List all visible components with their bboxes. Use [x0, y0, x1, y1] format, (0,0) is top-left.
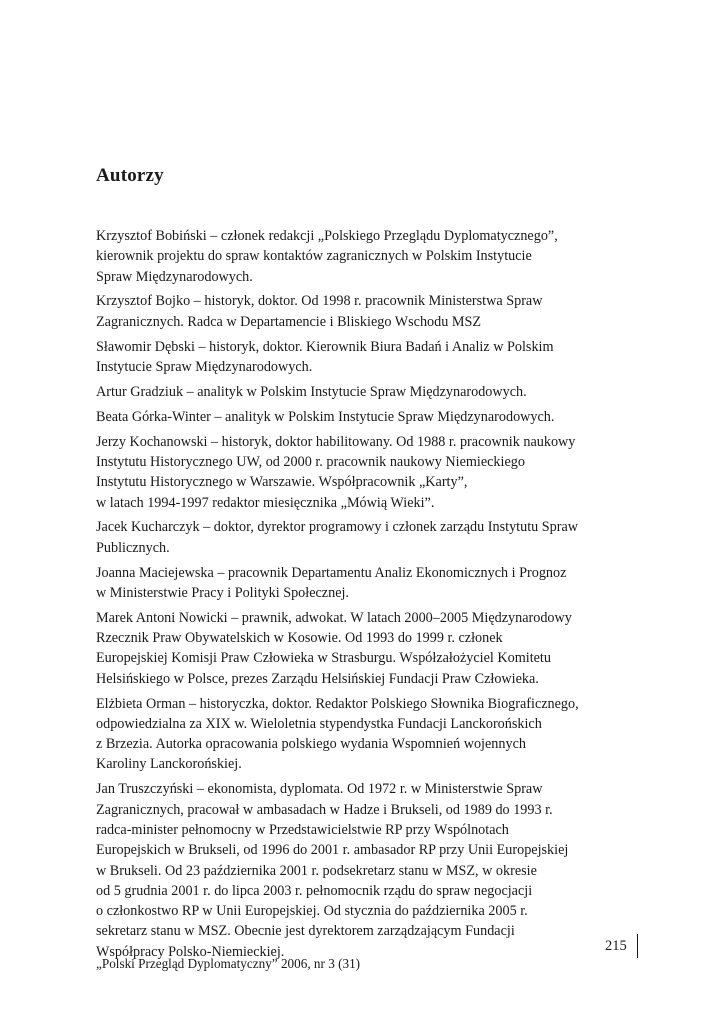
entry-line: kierownik projektu do spraw kontaktów zagranicznych w Polskim Instytucie	[96, 248, 532, 265]
entry-line: Artur Gradziuk – analityk w Polskim Instytucie Spraw Międzynarodowych.	[96, 383, 527, 400]
entry-line: Zagranicznych. Radca w Departamencie i Bliskiego Wschodu MSZ	[96, 313, 482, 330]
entry-line: Jacek Kucharczyk – doktor, dyrektor programowy i członek zarządu Instytutu Spraw	[96, 519, 579, 536]
page-title: Autorzy	[96, 165, 164, 186]
entry-line: o członkostwo RP w Unii Europejskiej. Od stycznia do października 2005 r.	[96, 903, 528, 920]
entry-line: w Brukseli. Od 23 października 2001 r. podsekretarz stanu w MSZ, w okresie	[96, 862, 537, 879]
entry-line: Krzysztof Bojko – historyk, doktor. Od 1998 r. pracownik Ministerstwa Spraw	[96, 293, 543, 310]
entry-line: Europejskich w Brukseli, od 1996 do 2001 r. ambasador RP przy Unii Europejskiej	[96, 842, 569, 859]
entry-line: Zagranicznych, pracował w ambasadach w Hadze i Brukseli, od 1989 do 1993 r.	[96, 801, 553, 818]
entry-line: radca-minister pełnomocny w Przedstawicielstwie RP przy Wspólnotach	[96, 821, 509, 838]
entry-line: Europejskiej Komisji Praw Człowieka w Strasburgu. Współzałożyciel Komitetu	[96, 650, 551, 667]
author-list	[96, 226, 636, 967]
author-entry	[96, 608, 636, 689]
author-entry	[96, 337, 636, 378]
entry-line: odpowiedzialna za XIX w. Wieloletnia stypendystka Fundacji Lanckorońskich	[96, 715, 542, 732]
page-number-rule	[637, 934, 638, 958]
entry-line: Współpracy Polsko-Niemieckiej.	[96, 943, 285, 960]
entry-line: Joanna Maciejewska – pracownik Departamentu Analiz Ekonomicznych i Prognoz	[96, 564, 567, 581]
page-number: 215	[605, 938, 627, 954]
entry-line: Instytutu Historycznego w Warszawie. Współpracownik „Karty”,	[96, 474, 468, 491]
journal-footer: „Polski Przegląd Dyplomatyczny” 2006, nr 3 (31)	[96, 956, 361, 971]
entry-line: z Brzezia. Autorka opracowania polskiego wydania Wspomnień wojennych	[96, 736, 526, 753]
author-entry	[96, 291, 636, 332]
author-entry	[96, 432, 636, 513]
author-entry	[96, 563, 636, 604]
author-entry	[96, 694, 636, 775]
entry-line: Krzysztof Bobiński – członek redakcji „Polskiego Przeglądu Dyplomatycznego”,	[96, 228, 558, 244]
entry-line: Rzecznik Praw Obywatelskich w Kosowie. Od 1993 do 1999 r. członek	[96, 630, 503, 647]
entry-line: Spraw Międzynarodowych.	[96, 268, 253, 285]
entry-line: Jan Truszczyński – ekonomista, dyplomata. Od 1972 r. w Ministerstwie Spraw	[96, 781, 543, 798]
entry-line: Publicznych.	[96, 539, 170, 556]
author-entry	[96, 382, 636, 402]
entry-line: Helsińskiego w Polsce, prezes Zarządu Helsińskiej Fundacji Praw Człowieka.	[96, 670, 539, 687]
entry-line: w Ministerstwie Pracy i Polityki Społecznej.	[96, 584, 349, 601]
entry-line: Karoliny Lanckorońskiej.	[96, 756, 242, 773]
entry-line: Jerzy Kochanowski – historyk, doktor habilitowany. Od 1988 r. pracownik naukowy	[96, 433, 576, 450]
author-entry	[96, 226, 636, 287]
entry-line: Sławomir Dębski – historyk, doktor. Kierownik Biura Badań i Analiz w Polskim	[96, 338, 554, 355]
author-entry	[96, 517, 636, 558]
entry-line: od 5 grudnia 2001 r. do lipca 2003 r. pełnomocnik rządu do spraw negocjacji	[96, 882, 533, 899]
entry-line: Marek Antoni Nowicki – prawnik, adwokat. W latach 2000–2005 Międzynarodowy	[96, 609, 572, 626]
entry-line: sekretarz stanu w MSZ. Obecnie jest dyrektorem zarządzającym Fundacji	[96, 923, 515, 940]
entry-line: Beata Górka-Winter – analityk w Polskim Instytucie Spraw Międzynarodowych.	[96, 408, 555, 425]
author-entry	[96, 779, 636, 962]
entry-line: Instytucie Spraw Międzynarodowych.	[96, 358, 313, 375]
entry-line: w latach 1994-1997 redaktor miesięcznika „Mówią Wieki”.	[96, 494, 435, 511]
entry-line: Instytutu Historycznego UW, od 2000 r. pracownik naukowy Niemieckiego	[96, 453, 525, 470]
entry-line: Elżbieta Orman – historyczka, doktor. Redaktor Polskiego Słownika Biograficznego,	[96, 695, 579, 712]
author-entry	[96, 407, 636, 427]
